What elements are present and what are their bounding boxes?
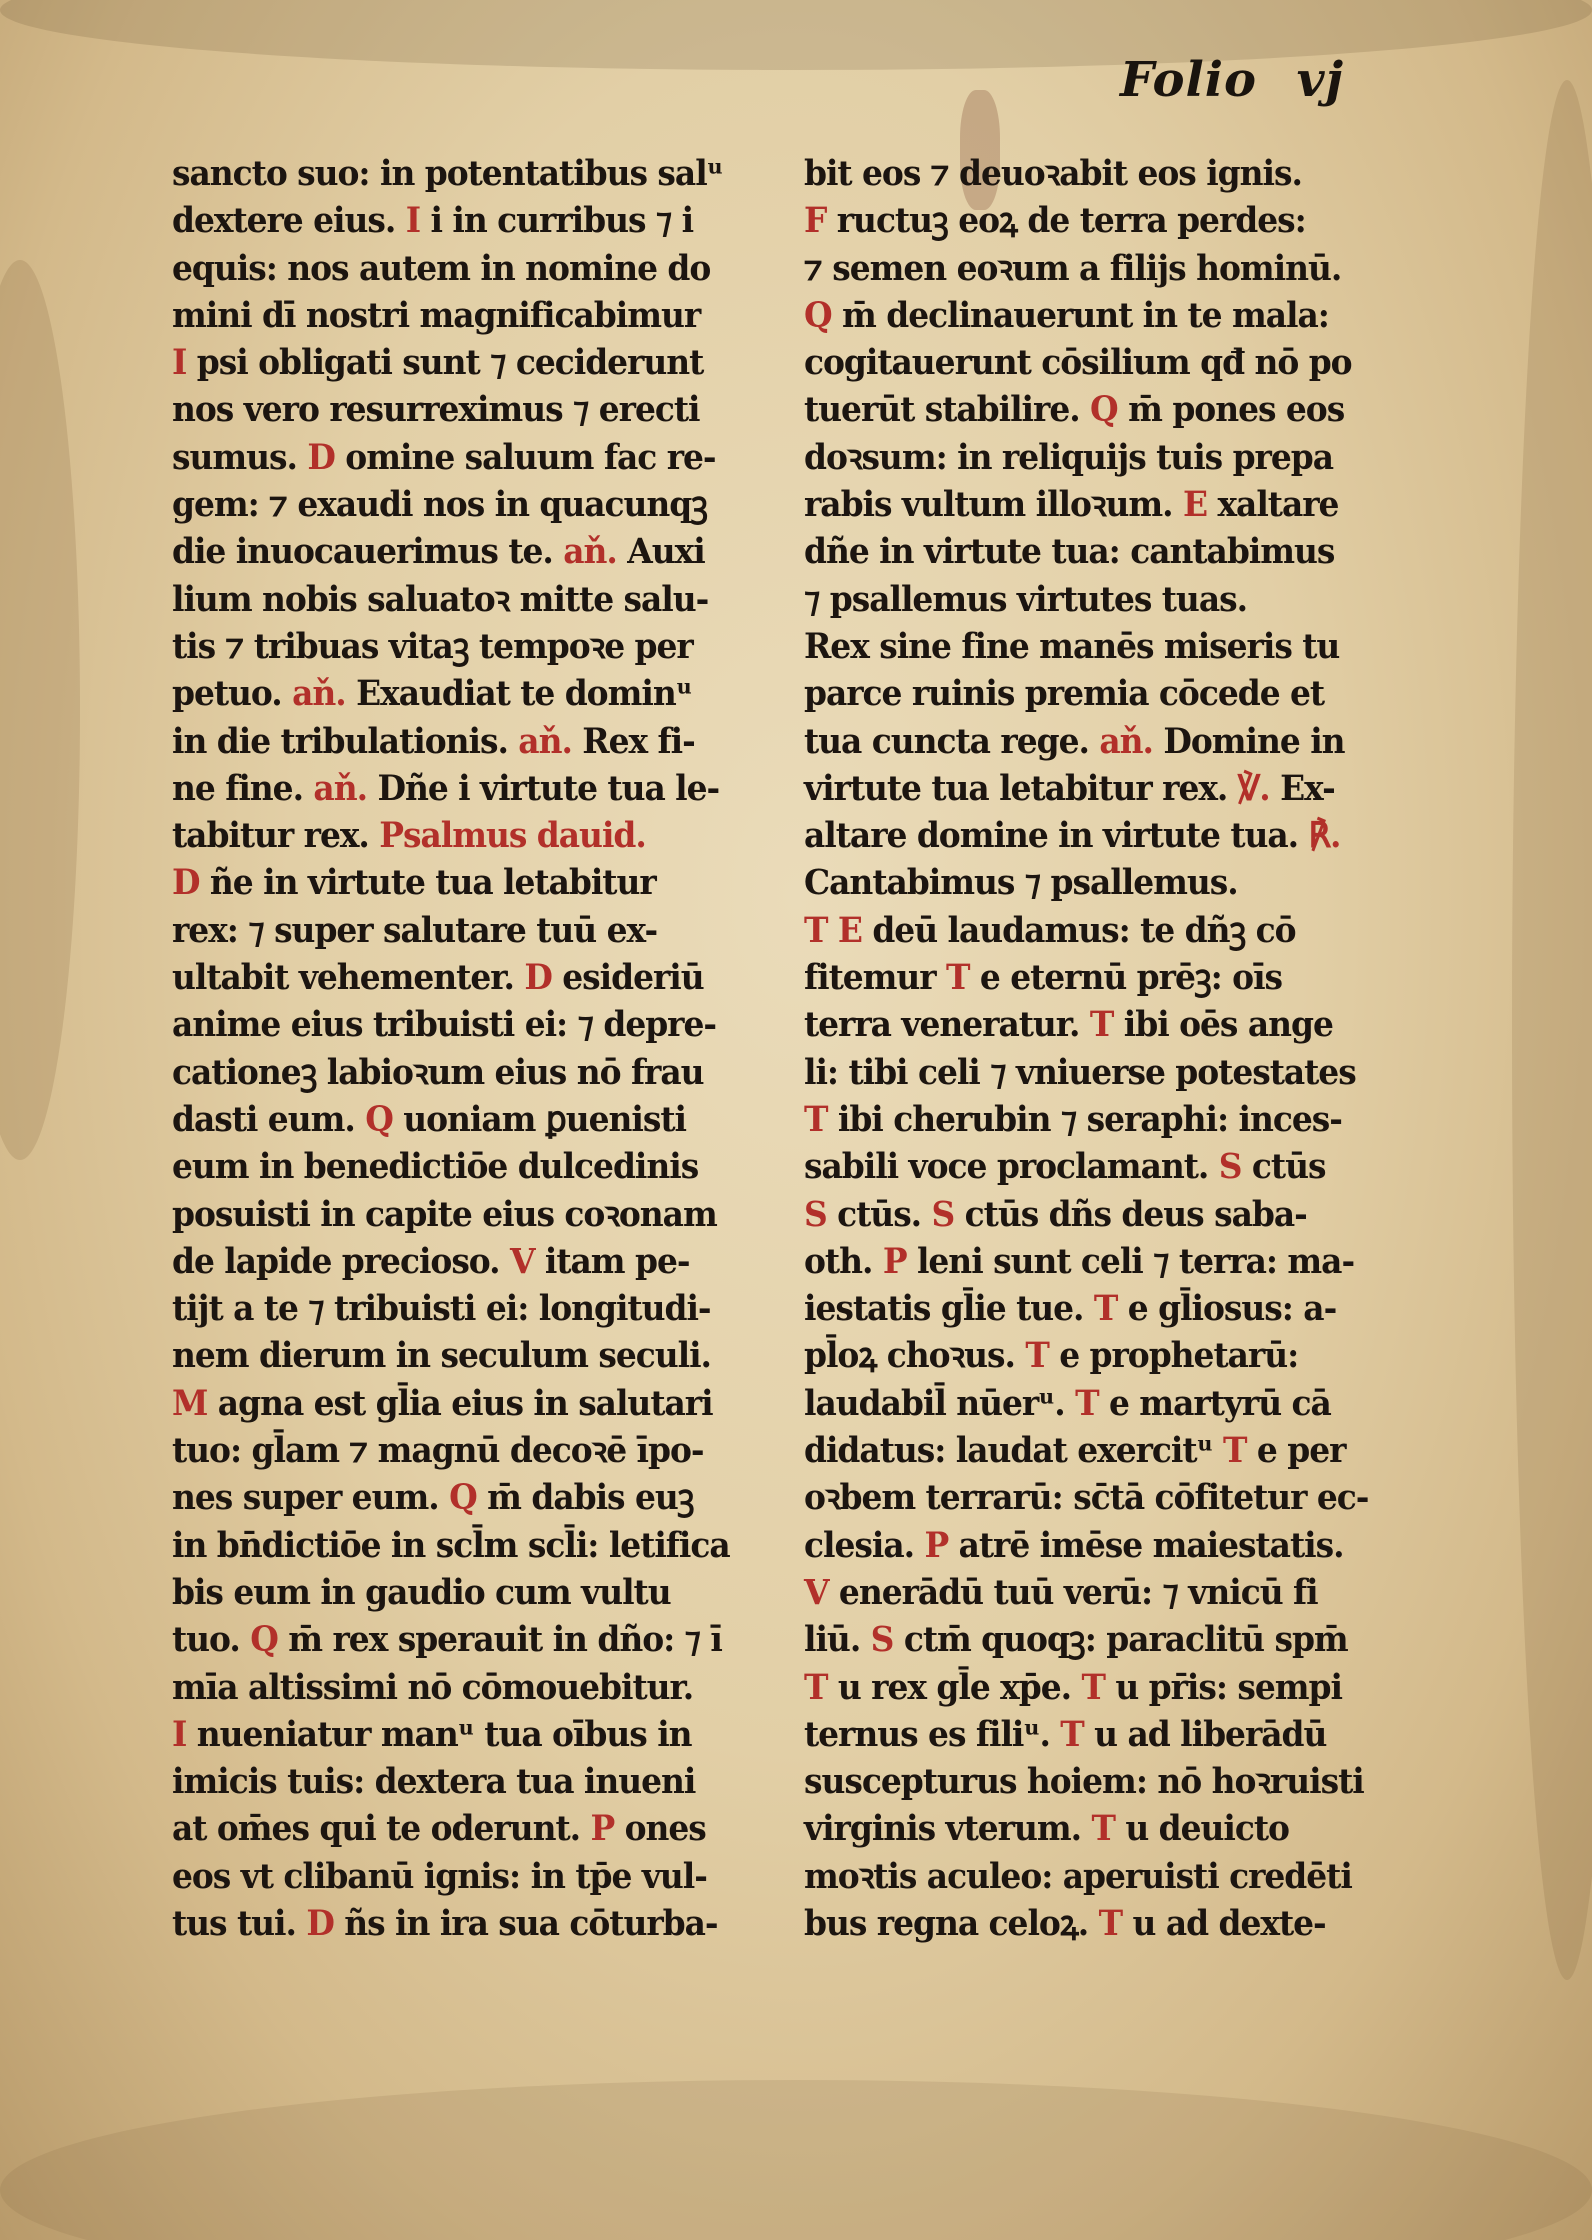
text-line: ⁊ semen eoꝛum a filijs hominū. — [804, 247, 1342, 289]
parchment-stain-left — [0, 260, 80, 1160]
text-line: T ibi cherubin ⁊ seraphi: inces- — [804, 1098, 1342, 1140]
text-line: eos vt clibanū ignis: in tp̄e vul- — [172, 1855, 707, 1897]
text-line: clesia. P atrē imēse maiestatis. — [804, 1524, 1344, 1566]
text-line: sancto suo: in potentatibus salᵘ — [172, 153, 723, 194]
text-line: M agna est gl̄ia eius in salutari — [172, 1382, 713, 1424]
text-line: rex: ⁊ super salutare tuū ex- — [172, 909, 658, 951]
text-line: doꝛsum: in reliquijs tuis prepa — [804, 436, 1334, 478]
text-line: iestatis gl̄ie tue. T e gl̄iosus: a- — [804, 1288, 1337, 1330]
text-line: bus regna celoꝝ. T u ad dexte- — [804, 1902, 1326, 1944]
text-line: liū. S ctm̄ quoqꝫ: paraclitū spm̄ — [804, 1619, 1348, 1661]
text-line: de lapide precioso. V itam pe- — [172, 1240, 690, 1282]
text-line: dasti eum. Q uoniam ꝑuenisti — [172, 1098, 686, 1140]
text-line: ⁊ psallemus virtutes tuas. — [804, 578, 1248, 620]
parchment-stain-right — [1512, 80, 1592, 1980]
text-line: virtute tua letabitur rex. ℣. Ex- — [804, 767, 1335, 809]
text-line: virginis vterum. T u deuicto — [804, 1808, 1289, 1850]
text-line: tua cuncta rege. aň. Domine in — [804, 720, 1345, 762]
text-line: S ctūs. S ctūs dñs deus saba- — [804, 1193, 1307, 1235]
text-line: laudabil̄ nūerᵘ. T e martyrū cā — [804, 1382, 1331, 1424]
text-line: moꝛtis aculeo: aperuisti credēti — [804, 1855, 1352, 1897]
text-line: tuerūt stabilire. Q m̄ pones eos — [804, 389, 1345, 431]
text-line: ne fine. aň. Dñe i virtute tua le- — [172, 767, 720, 809]
text-line: tuo. Q m̄ rex sperauit in dño: ⁊ ī — [172, 1619, 722, 1661]
text-line: suscepturus hoiem: nō hoꝛruisti — [804, 1761, 1364, 1803]
folio-header — [1120, 52, 1360, 108]
text-line: tus tui. D ñs in ira sua cōturba- — [172, 1902, 718, 1944]
text-line: tis ⁊ tribuas vitaꝫ tempoꝛe per — [172, 625, 693, 667]
text-line: gem: ⁊ exaudi nos in quacunqꝫ — [172, 484, 708, 526]
text-line: petuo. aň. Exaudiat te dominᵘ — [172, 673, 692, 715]
text-line: sabili voce proclamant. S ctūs — [804, 1146, 1326, 1188]
text-line: F ructuꝫ eoꝝ de terra perdes: — [804, 200, 1306, 242]
text-line: fitemur T e eternū prēꝫ: oīs — [804, 957, 1283, 999]
text-line: altare domine in virtute tua. ℟. — [804, 815, 1341, 857]
text-line: bis eum in gaudio cum vultu — [172, 1571, 671, 1613]
text-line: didatus: laudat exercitᵘ T e per — [804, 1430, 1346, 1472]
text-line: D ñe in virtute tua letabitur — [172, 862, 656, 904]
text-line: I nueniatur manᵘ tua oībus in — [172, 1713, 692, 1755]
text-line: Cantabimus ⁊ psallemus. — [804, 862, 1238, 904]
text-line: lium nobis saluatoꝛ mitte salu- — [172, 578, 709, 620]
text-line: eum in benedictiōe dulcedinis — [172, 1146, 699, 1188]
text-line: mīa altissimi nō cōmouebitur. — [172, 1666, 694, 1708]
text-line: nes super eum. Q m̄ dabis euꝫ — [172, 1477, 694, 1519]
text-line: bit eos ⁊ deuoꝛabit eos ignis. — [804, 153, 1302, 194]
parchment-stain-bottom — [0, 2080, 1592, 2240]
text-line: pl̄oꝝ choꝛus. T e prophetarū: — [804, 1335, 1299, 1377]
text-line: cationeꝫ labioꝛum eius nō frau — [172, 1051, 704, 1093]
text-line: equis: nos autem in nomine do — [172, 247, 711, 289]
text-line: tijt a te ⁊ tribuisti ei: longitudi- — [172, 1288, 711, 1330]
text-line: ultabit vehementer. D esideriū — [172, 957, 704, 999]
text-column-right — [804, 150, 1377, 1947]
text-line: imicis tuis: dextera tua inueni — [172, 1761, 696, 1803]
text-line: cogitauerunt cōsilium qđ nō po — [804, 342, 1352, 384]
text-line: ternus es filiᵘ. T u ad liberādū — [804, 1713, 1327, 1755]
text-line: oth. P leni sunt celi ⁊ terra: ma- — [804, 1240, 1355, 1282]
text-line: anime eius tribuisti ei: ⁊ depre- — [172, 1004, 717, 1046]
text-line: at om̄es qui te oderunt. P ones — [172, 1808, 706, 1850]
text-line: nos vero resurreximus ⁊ erecti — [172, 389, 700, 431]
text-line: tuo: gl̄am ⁊ magnū decoꝛē īpo- — [172, 1430, 704, 1472]
text-line: T E deū laudamus: te dñꝫ cō — [804, 909, 1296, 951]
text-line: T u rex gl̄e xp̄e. T u pr̄is: sempi — [804, 1666, 1342, 1708]
text-line: Q m̄ declinauerunt in te mala: — [804, 294, 1329, 336]
text-line: rabis vultum illoꝛum. E xaltare — [804, 484, 1339, 526]
text-line: li: tibi celi ⁊ vniuerse potestates — [804, 1051, 1356, 1093]
text-column-left — [172, 150, 745, 1947]
text-line: tabitur rex. Psalmus dauid. — [172, 815, 646, 857]
text-line: in bn̄dictiōe in scl̄m scl̄i: letifica — [172, 1524, 730, 1566]
folio-label: Folio — [1120, 52, 1257, 108]
text-line: dñe in virtute tua: cantabimus — [804, 531, 1335, 573]
text-line: dextere eius. I i in curribus ⁊ i — [172, 200, 694, 242]
text-line: Rex sine fine manēs miseris tu — [804, 625, 1340, 667]
folio-number: vj — [1296, 52, 1344, 108]
text-line: parce ruinis premia cōcede et — [804, 673, 1325, 715]
text-line: mini dī nostri magnificabimur — [172, 294, 701, 336]
text-line: posuisti in capite eius coꝛonam — [172, 1193, 717, 1235]
text-line: nem dierum in seculum seculi. — [172, 1335, 711, 1377]
text-line: sumus. D omine saluum fac re- — [172, 436, 716, 478]
text-line: I psi obligati sunt ⁊ ceciderunt — [172, 342, 704, 384]
text-line: V enerādū tuū verū: ⁊ vnicū fi — [804, 1571, 1318, 1613]
text-line: in die tribulationis. aň. Rex fi- — [172, 720, 695, 762]
text-line: die inuocauerimus te. aň. Auxi — [172, 531, 705, 573]
text-line: terra veneratur. T ibi oēs ange — [804, 1004, 1333, 1046]
text-line: oꝛbem terrarū: sc̄tā cōfitetur ec- — [804, 1477, 1369, 1519]
